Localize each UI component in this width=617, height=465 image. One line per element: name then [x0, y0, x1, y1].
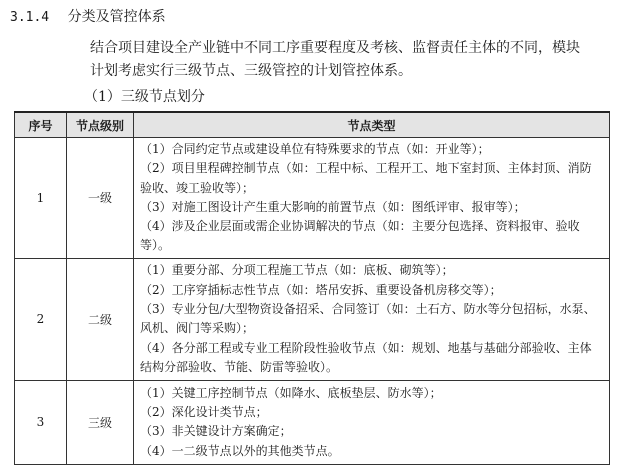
table-row — [15, 138, 610, 259]
section-heading — [10, 6, 166, 26]
node-type-item: （4）一二级节点以外的其他类节点。 — [140, 443, 340, 458]
node-type-item: （2）深化设计类节点； — [140, 404, 268, 419]
node-classification-table — [14, 111, 610, 465]
table-header-row — [15, 112, 610, 138]
row-level: 一级 — [67, 138, 134, 259]
node-type-item: （4）各分部工程或专业工程阶段性验收节点（如：规划、地基与基础分部验收、主体结构分部验收、节能、防雷等验收）。 — [140, 340, 592, 374]
node-type-item: （3）非关键设计方案确定； — [140, 424, 292, 439]
table-row — [15, 258, 610, 380]
table-row — [15, 380, 610, 464]
subheading: （1）三级节点划分 — [84, 89, 205, 105]
row-number: 1 — [15, 138, 67, 259]
node-type-item: （1）合同约定节点或建设单位有特殊要求的节点（如：开业等）； — [140, 142, 490, 156]
node-type-item: （1）重要分部、分项工程施工节点（如：底板、砌筑等）； — [140, 263, 454, 278]
node-type-item: （2）工序穿插标志性节点（如：塔吊安拆、重要设备机房移交等）； — [140, 282, 502, 297]
row-node-types — [134, 380, 610, 464]
intro-paragraph: 结合项目建设全产业链中不同工序重要程度及考核、监督责任主体的不同，模块计划考虑实行三级节点、三级管控的计划管控体系。 — [90, 40, 580, 79]
row-level: 三级 — [67, 380, 134, 464]
header-type: 节点类型 — [134, 112, 610, 138]
node-type-item: （3）专业分包/大型物资设备招采、合同签订（如：土石方、防水等分包招标，水泵、风机、阀门等采购）； — [140, 301, 596, 336]
row-level: 二级 — [67, 258, 134, 380]
row-node-types — [134, 138, 610, 259]
header-level: 节点级别 — [67, 112, 134, 138]
node-type-item: （4）涉及企业层面或需企业协调解决的节点（如：主要分包选择、资料报审、验收等）。 — [140, 219, 580, 253]
section-title: 分类及管控体系 — [67, 9, 166, 25]
header-number: 序号 — [15, 112, 67, 138]
row-number: 2 — [15, 258, 67, 380]
row-node-types — [134, 258, 610, 380]
node-type-item: （2）项目里程碑控制节点（如：工程中标、工程开工、地下室封顶、主体封顶、消防验收、竣工验收等）； — [140, 161, 592, 195]
node-type-item: （1）关键工序控制节点（如降水、底板垫层、防水等）； — [140, 385, 442, 400]
node-type-item: （3）对施工图设计产生重大影响的前置节点（如：图纸评审、报审等）； — [140, 199, 526, 214]
row-number: 3 — [15, 380, 67, 464]
section-number: 3.1.4 — [10, 10, 50, 25]
